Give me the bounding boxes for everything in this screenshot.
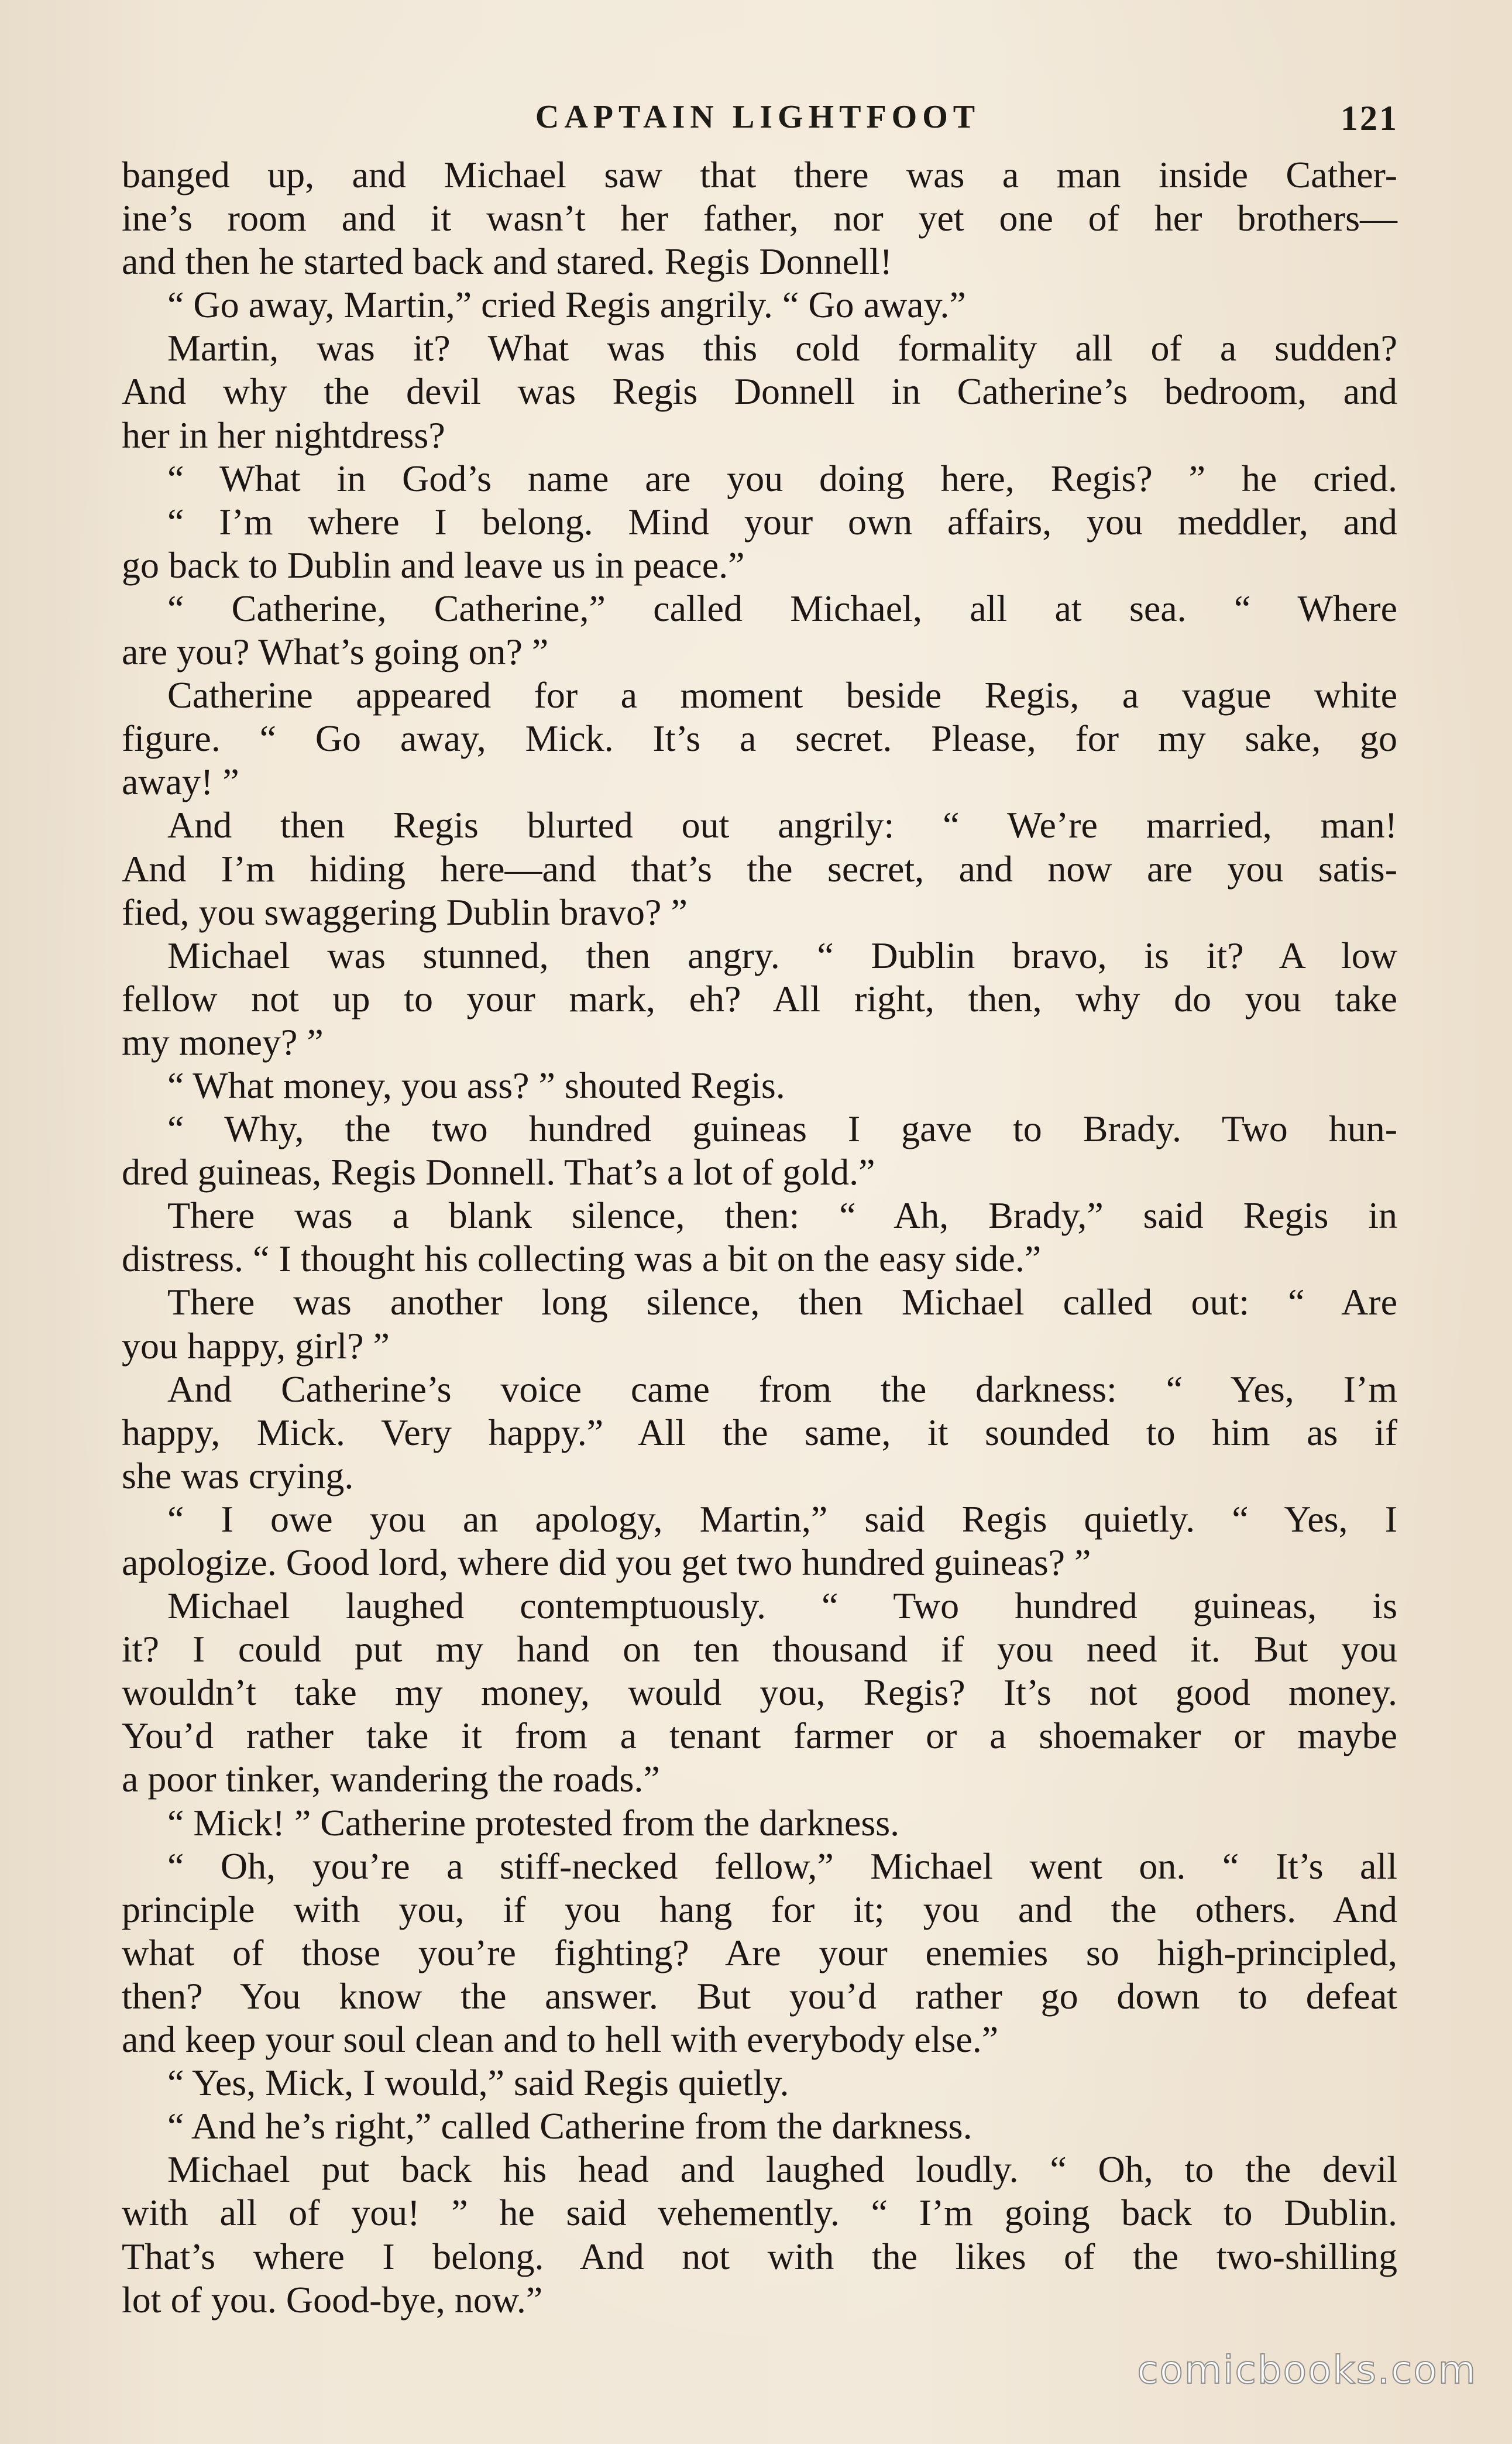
text-line: apologize. Good lord, where did you get two hundred guineas? ” (122, 1542, 1091, 1583)
text-line: “ I’m where I belong. Mind your own affairs, you meddler, and (167, 500, 1397, 543)
text-line: “ Oh, you’re a stiff-necked fellow,” Michael went on. “ It’s all (167, 1845, 1397, 1887)
text-line: Michael put back his head and laughed loudly. “ Oh, to the devil (167, 2148, 1397, 2191)
text-line: go back to Dublin and leave us in peace.” (122, 544, 745, 586)
text-line: away! ” (122, 761, 239, 803)
text-line: And Catherine’s voice came from the darkness: “ Yes, I’m (167, 1368, 1397, 1410)
text-line: distress. “ I thought his collecting was a bit on the easy side.” (122, 1238, 1042, 1280)
text-line: And then Regis blurted out angrily: “ We’re married, man! (167, 804, 1397, 846)
text-line: Michael laughed contemptuously. “ Two hundred guineas, is (167, 1585, 1397, 1627)
text-line: a poor tinker, wandering the roads.” (122, 1758, 660, 1800)
page-number: 121 (1341, 99, 1398, 138)
text-line: happy, Mick. Very happy.” All the same, it sounded to him as if (122, 1411, 1397, 1453)
text-line: are you? What’s going on? ” (122, 631, 549, 673)
text-line: “ Go away, Martin,” cried Regis angrily. “ Go away.” (167, 284, 966, 326)
text-line: “ Mick! ” Catherine protested from the darkness. (167, 1801, 900, 1844)
text-line: she was crying. (122, 1454, 354, 1496)
running-title: CAPTAIN LIGHTFOOT (535, 99, 981, 135)
text-line: you happy, girl? ” (122, 1324, 390, 1367)
text-line: my money? ” (122, 1021, 324, 1063)
text-line: “ What money, you ass? ” shouted Regis. (167, 1064, 785, 1106)
text-line: You’d rather take it from a tenant farmer or a shoemaker or maybe (122, 1715, 1397, 1757)
text-line: There was another long silence, then Michael called out: “ Are (167, 1281, 1397, 1323)
text-line: dred guineas, Regis Donnell. That’s a lot of gold.” (122, 1151, 875, 1193)
text-line: “ And he’s right,” called Catherine from the darkness. (167, 2105, 973, 2147)
text-line: her in her nightdress? (122, 414, 445, 456)
text-line: banged up, and Michael saw that there was a man inside Cather- (122, 154, 1397, 195)
text-line: fied, you swaggering Dublin bravo? ” (122, 891, 688, 933)
text-line: fellow not up to your mark, eh? All right, then, why do you take (122, 977, 1397, 1020)
text-line: wouldn’t take my money, would you, Regis? It’s not good money. (122, 1671, 1397, 1714)
text-line: “ What in God’s name are you doing here, Regis? ” he cried. (167, 457, 1397, 499)
text-line: ine’s room and it wasn’t her father, nor yet one of her brothers— (122, 197, 1397, 239)
text-line: Michael was stunned, then angry. “ Dublin bravo, is it? A low (167, 934, 1397, 976)
text-line: lot of you. Good-bye, now.” (122, 2278, 543, 2321)
text-line: then? You know the answer. But you’d rather go down to defeat (122, 1975, 1397, 2017)
text-line: “ Why, the two hundred guineas I gave to Brady. Two hun- (167, 1108, 1397, 1150)
text-line: and keep your soul clean and to hell with everybody else.” (122, 2019, 999, 2061)
text-line: “ Yes, Mick, I would,” said Regis quietly. (167, 2062, 789, 2104)
text-line: Martin, was it? What was this cold formality all of a sudden? (167, 327, 1397, 369)
text-line: with all of you! ” he said vehemently. “ I’m going back to Dublin. (122, 2192, 1397, 2234)
text-line: And why the devil was Regis Donnell in Catherine’s bedroom, and (122, 370, 1397, 413)
text-line: Catherine appeared for a moment beside Regis, a vague white (167, 674, 1397, 716)
body-text (122, 153, 1397, 2322)
text-line: There was a blank silence, then: “ Ah, Brady,” said Regis in (167, 1194, 1397, 1237)
watermark-logo: comicbooks.com (1137, 2347, 1477, 2392)
text-line: and then he started back and stared. Regis Donnell! (122, 241, 892, 283)
text-line: That’s where I belong. And not with the likes of the two-shilling (122, 2235, 1397, 2277)
text-line: what of those you’re fighting? Are your enemies so high-principled, (122, 1931, 1397, 1973)
text-line: principle with you, if you hang for it; you and the others. And (122, 1888, 1397, 1930)
text-line: figure. “ Go away, Mick. It’s a secret. Please, for my sake, go (122, 718, 1397, 760)
text-line: “ Catherine, Catherine,” called Michael, all at sea. “ Where (167, 587, 1397, 629)
text-line: it? I could put my hand on ten thousand if you need it. But you (122, 1628, 1397, 1670)
text-line: “ I owe you an apology, Martin,” said Regis quietly. “ Yes, I (167, 1498, 1397, 1540)
text-line: And I’m hiding here—and that’s the secret, and now are you satis- (122, 847, 1397, 890)
running-header (117, 98, 1398, 145)
